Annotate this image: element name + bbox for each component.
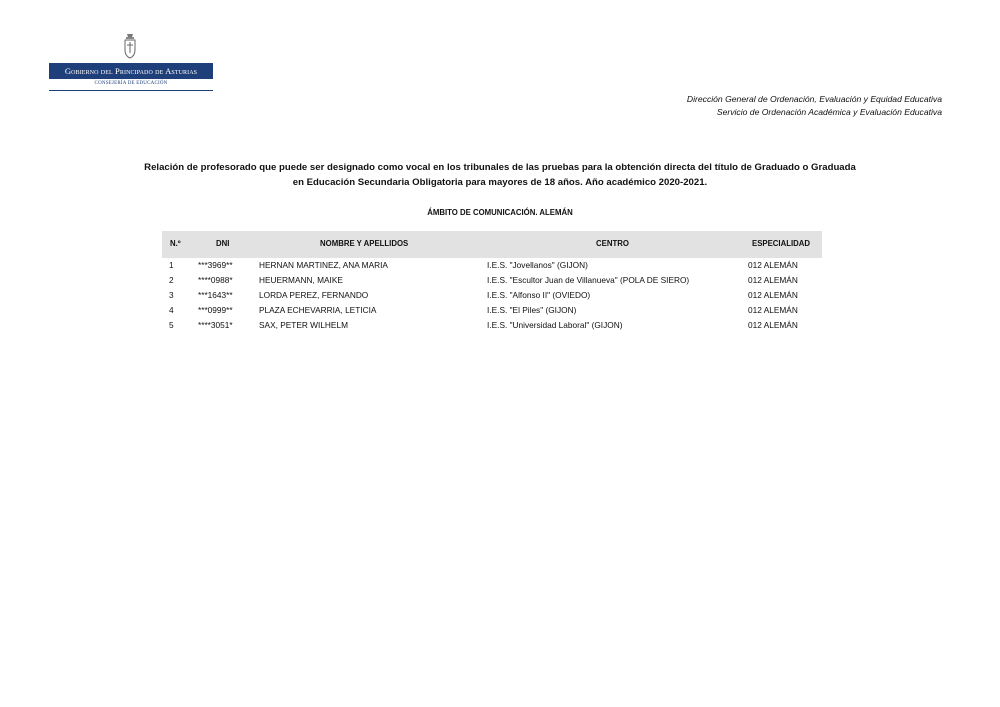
cell-num: 4 bbox=[169, 305, 174, 315]
department-line-1: Dirección General de Ordenación, Evaluación y Equidad Educativa bbox=[686, 94, 942, 104]
cell-centro: I.E.S. "Universidad Laboral" (GIJON) bbox=[487, 320, 623, 330]
cell-dni: ***3969** bbox=[198, 260, 233, 270]
logo-subtitle: CONSEJERÍA DE EDUCACIÓN bbox=[94, 81, 168, 86]
header-centro: CENTRO bbox=[596, 239, 629, 248]
section-heading: ÁMBITO DE COMUNICACIÓN. ALEMÁN bbox=[427, 208, 573, 217]
cell-centro: I.E.S. "Jovellanos" (GIJON) bbox=[487, 260, 588, 270]
logo-divider bbox=[49, 90, 213, 91]
cell-dni: ***0999** bbox=[198, 305, 233, 315]
table-row bbox=[162, 318, 822, 333]
cell-dni: ****0988* bbox=[198, 275, 233, 285]
table-row bbox=[162, 273, 822, 288]
cell-centro: I.E.S. "El Piles" (GIJON) bbox=[487, 305, 577, 315]
cell-centro: I.E.S. "Alfonso II" (OVIEDO) bbox=[487, 290, 591, 300]
cell-dni: ****3051* bbox=[198, 320, 233, 330]
cell-especialidad: 012 ALEMÁN bbox=[748, 275, 798, 285]
header-especialidad: ESPECIALIDAD bbox=[752, 239, 811, 248]
cell-especialidad: 012 ALEMÁN bbox=[748, 320, 798, 330]
department-header bbox=[687, 93, 942, 119]
cell-especialidad: 012 ALEMÁN bbox=[748, 305, 798, 315]
table-row bbox=[162, 288, 822, 303]
logo-name-bar: Gobierno del Principado de Asturias bbox=[49, 63, 213, 79]
document-title bbox=[80, 160, 920, 190]
cell-num: 1 bbox=[169, 260, 174, 270]
cell-centro: I.E.S. "Escultor Juan de Villanueva" (POLA DE SIERO) bbox=[487, 275, 690, 285]
cell-name: HERNAN MARTINEZ, ANA MARIA bbox=[259, 260, 388, 270]
coat-of-arms-icon bbox=[123, 33, 137, 59]
teachers-table bbox=[162, 231, 822, 333]
cell-dni: ***1643** bbox=[198, 290, 233, 300]
header-num: N.º bbox=[170, 239, 181, 248]
table-row bbox=[162, 258, 822, 273]
cell-name: LORDA PEREZ, FERNANDO bbox=[259, 290, 369, 300]
table-row bbox=[162, 303, 822, 318]
cell-name: HEUERMANN, MAIKE bbox=[259, 275, 343, 285]
cell-especialidad: 012 ALEMÁN bbox=[748, 260, 798, 270]
cell-especialidad: 012 ALEMÁN bbox=[748, 290, 798, 300]
cell-name: SAX, PETER WILHELM bbox=[259, 320, 348, 330]
table-header bbox=[162, 231, 822, 258]
title-line-2: en Educación Secundaria Obligatoria para mayores de 18 años. Año académico 2020-2021. bbox=[292, 177, 708, 188]
title-line-1: Relación de profesorado que puede ser designado como vocal en los tribunales de las pruebas para la obtención directa del título de Graduado o Graduada bbox=[144, 162, 856, 173]
cell-num: 5 bbox=[169, 320, 174, 330]
header-dni: DNI bbox=[216, 239, 230, 248]
header-name: NOMBRE Y APELLIDOS bbox=[320, 239, 409, 248]
cell-num: 3 bbox=[169, 290, 174, 300]
cell-num: 2 bbox=[169, 275, 174, 285]
department-line-2: Servicio de Ordenación Académica y Evaluación Educativa bbox=[716, 107, 942, 117]
cell-name: PLAZA ECHEVARRIA, LETICIA bbox=[259, 305, 377, 315]
